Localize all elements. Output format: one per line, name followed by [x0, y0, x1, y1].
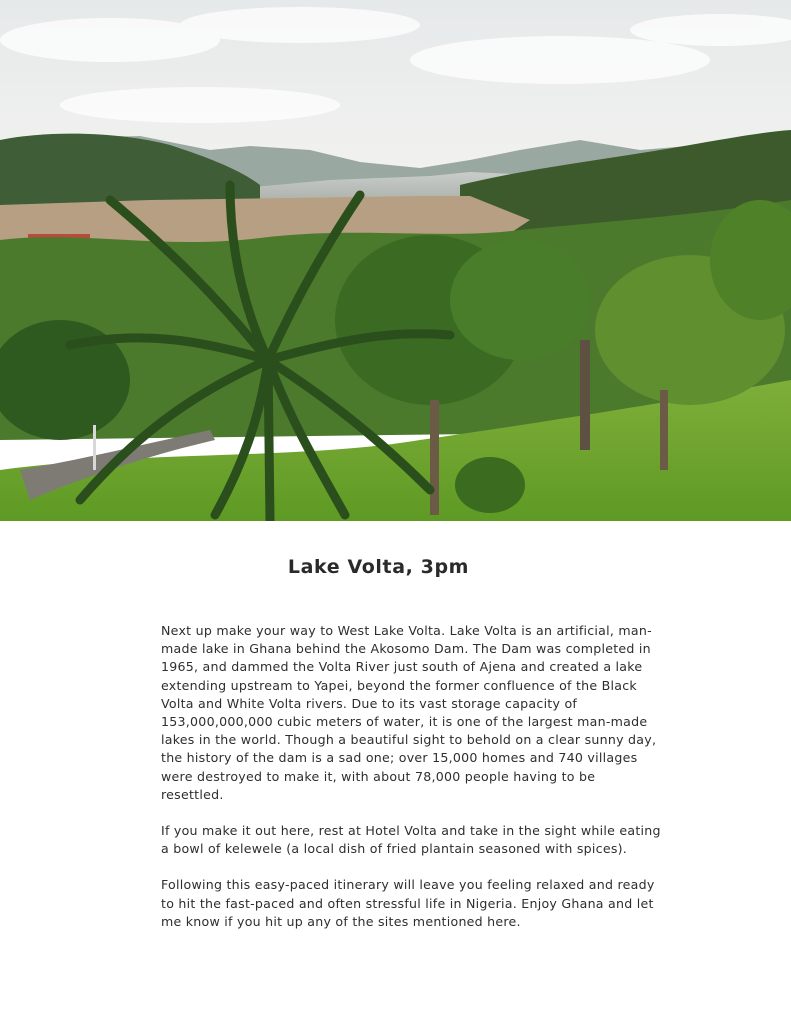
paragraph-lake-volta-history: Next up make your way to West Lake Volta. Lake Volta is an artificial, man-made lake in Ghana behind the Akosomo Dam. The Dam was completed in 1965, and dammed the Volta River just south of Ajena and created a lake extending upstream to Yapei, beyond the former confluence of the Black Volta and White Volta rivers. Due to its vast storage capacity of 153,000,000,000 cubic meters of water, it is one of the largest man-made lakes in the world. Though a beautiful sight to behold on a clear sunny day, the history of the dam is a sad one; over 15,000 homes and 740 villages were destroyed to make it, with about 78,000 people having to be resettled. [161, 623, 657, 802]
paragraph-closing: Following this easy-paced itinerary will leave you feeling relaxed and ready to hit the fast-paced and often stressful life in Nigeria. Enjoy Ghana and let me know if you hit up any of the sites mentioned here. [161, 877, 655, 929]
lamp-post [93, 425, 96, 470]
paragraph-hotel-volta: If you make it out here, rest at Hotel Volta and take in the sight while eating a bowl of kelewele (a local dish of fried plantain seasoned with spices). [161, 823, 661, 857]
page-title: Lake Volta, 3pm [287, 556, 470, 578]
article-body [161, 622, 661, 949]
